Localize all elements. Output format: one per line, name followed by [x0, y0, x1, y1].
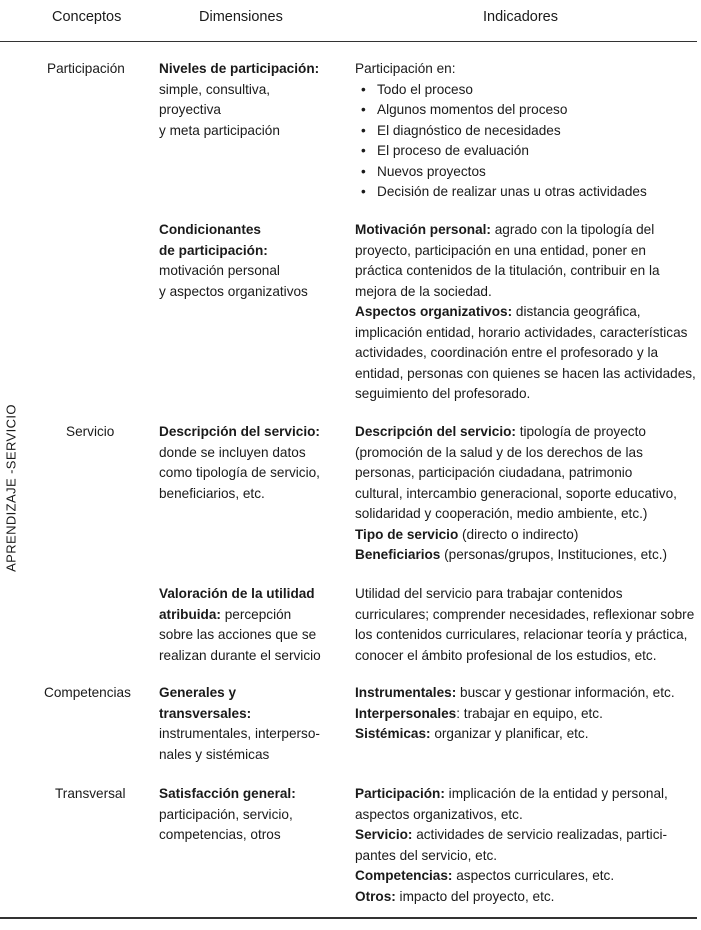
- competencias-label: Competencias:: [355, 868, 453, 883]
- bullet-item: • El proceso de evaluación: [355, 141, 647, 162]
- aspectos-text: distancia geográfica,: [512, 304, 641, 319]
- valoracion-text: los contenidos curriculares, relacionar teoría y práctica,: [355, 627, 688, 642]
- dim-valoracion-line: percepción: [220, 606, 292, 622]
- participacion-text: aspectos organizativos, etc.: [355, 806, 523, 822]
- ind-condicionantes: [355, 220, 696, 405]
- motivacion-text: mejora de la sociedad.: [355, 283, 492, 299]
- header-rule: [0, 41, 697, 42]
- bullet-item: • Algunos momentos del proceso: [355, 100, 647, 121]
- aspectos-text: implicación entidad, horario actividades, características: [355, 324, 688, 340]
- ind-niveles-intro: Participación en:: [355, 61, 456, 76]
- dim-condicionantes-line: motivación personal: [159, 263, 280, 278]
- bullet-item: • Decisión de realizar unas u otras actividades: [355, 182, 647, 203]
- bullet-item: • Nuevos proyectos: [355, 162, 647, 183]
- concept-servicio: Servicio: [66, 424, 115, 439]
- descripcion-text: cultural, intercambio generacional, soporte educativo,: [355, 485, 677, 501]
- instrumentales-label: Instrumentales:: [355, 685, 457, 700]
- aspectos-text: entidad, personas con quienes se hacen las actividades,: [355, 365, 696, 381]
- dim-descripcion-line: donde se incluyen datos: [159, 444, 306, 460]
- beneficiarios-text: (personas/grupos, Instituciones, etc.): [440, 547, 668, 562]
- dim-satisfaccion-line: competencias, otros: [159, 827, 281, 842]
- dim-valoracion-line: realizan durante el servicio: [159, 647, 321, 663]
- motivacion-text: práctica contenidos de la titulación, contribuir en la: [355, 263, 660, 278]
- ind-competencias: [355, 683, 675, 745]
- descripcion-text: (promoción de la salud y de los derechos de las: [355, 444, 643, 460]
- interpersonales-text: : trabajar en equipo, etc.: [456, 705, 603, 721]
- dim-condicionantes-line: y aspectos organizativos: [159, 283, 308, 299]
- dim-niveles-line: simple, consultiva,: [159, 81, 271, 97]
- bullet-item: • Todo el proceso: [355, 80, 647, 101]
- concept-competencias: Competencias: [44, 685, 131, 700]
- dim-condicionantes-title: Condicionantes: [159, 222, 261, 237]
- dim-satisfaccion: [159, 784, 296, 846]
- otros-label: Otros:: [355, 888, 396, 904]
- dim-valoracion-title: Valoración de la utilidad: [159, 586, 315, 601]
- instrumentales-text: buscar y gestionar información, etc.: [456, 685, 675, 700]
- dim-valoracion-line: sobre las acciones que se: [159, 627, 317, 642]
- descripcion-text: tipología de proyecto: [515, 424, 646, 439]
- footer-rule: [0, 917, 697, 919]
- header-conceptos: Conceptos: [52, 9, 122, 25]
- dim-competencias-line: nales y sistémicas: [159, 746, 270, 762]
- descripcion-text: personas, participación ciudadana, patrimonio: [355, 465, 633, 480]
- dim-condicionantes-title: de participación:: [159, 242, 268, 258]
- servicio-label: Servicio:: [355, 827, 413, 842]
- aspectos-text: seguimiento del profesorado.: [355, 386, 531, 401]
- dim-descripcion-title: Descripción del servicio:: [159, 424, 320, 439]
- dim-valoracion-title: atribuida:: [159, 606, 221, 622]
- descripcion-text: solidaridad y cooperación, medio ambiente, etc.): [355, 506, 648, 521]
- concept-participacion: Participación: [47, 61, 125, 76]
- sistemicas-text: organizar y planificar, etc.: [430, 726, 589, 741]
- bullet-item: • El diagnóstico de necesidades: [355, 121, 647, 142]
- header-indicadores: Indicadores: [483, 9, 558, 25]
- dim-competencias-title: Generales y: [159, 685, 237, 700]
- ind-valoracion: [355, 584, 694, 666]
- ind-transversal: [355, 784, 668, 907]
- dim-satisfaccion-line: participación, servicio,: [159, 806, 293, 822]
- beneficiarios-label: Beneficiarios: [355, 547, 441, 562]
- valoracion-text: conocer el ámbito profesional de los estudios, etc.: [355, 647, 657, 663]
- dim-competencias-line: instrumentales, interperso-: [159, 726, 320, 741]
- dim-condicionantes: [159, 220, 308, 302]
- servicio-text: actividades de servicio realizadas, partici-: [412, 827, 668, 842]
- sistemicas-label: Sistémicas:: [355, 726, 431, 741]
- ind-niveles-bullets: [355, 80, 647, 203]
- dim-niveles-title: Niveles de participación:: [159, 61, 320, 76]
- dim-descripcion-line: como tipología de servicio,: [159, 465, 320, 480]
- dim-valoracion: [159, 584, 321, 666]
- dim-descripcion-line: beneficiarios, etc.: [159, 485, 265, 501]
- competencias-text: aspectos curriculares, etc.: [452, 868, 615, 883]
- dim-niveles: [159, 59, 319, 141]
- side-label: APRENDIZAJE -SERVICIO: [3, 404, 19, 572]
- aspectos-label: Aspectos organizativos:: [355, 304, 513, 319]
- valoracion-text: curriculares; comprender necesidades, reflexionar sobre: [355, 606, 695, 622]
- otros-text: impacto del proyecto, etc.: [395, 888, 555, 904]
- concept-transversal: Transversal: [55, 786, 126, 801]
- ind-descripcion: [355, 422, 677, 566]
- header-dimensiones: Dimensiones: [199, 9, 283, 25]
- motivacion-label: Motivación personal:: [355, 222, 491, 237]
- dim-niveles-line: proyectiva: [159, 102, 221, 117]
- dim-descripcion: [159, 422, 320, 504]
- participacion-text: implicación de la entidad y personal,: [444, 786, 668, 801]
- dim-niveles-line: y meta participación: [159, 122, 280, 138]
- tipo-text: (directo o indirecto): [458, 526, 579, 542]
- interpersonales-label: Interpersonales: [355, 705, 457, 721]
- descripcion-label: Descripción del servicio:: [355, 424, 516, 439]
- aspectos-text: actividades, coordinación entre el profesorado y la: [355, 345, 659, 360]
- dim-competencias: [159, 683, 320, 765]
- tipo-label: Tipo de servicio: [355, 526, 459, 542]
- dim-satisfaccion-title: Satisfacción general:: [159, 786, 296, 801]
- dim-competencias-title: transversales:: [159, 705, 252, 721]
- servicio-text: pantes del servicio, etc.: [355, 847, 498, 863]
- motivacion-text: proyecto, participación en una entidad, poner en: [355, 242, 646, 258]
- ind-niveles: [355, 59, 647, 203]
- participacion-label: Participación:: [355, 786, 445, 801]
- motivacion-text: agrado con la tipología del: [490, 222, 655, 237]
- valoracion-text: Utilidad del servicio para trabajar contenidos: [355, 586, 623, 601]
